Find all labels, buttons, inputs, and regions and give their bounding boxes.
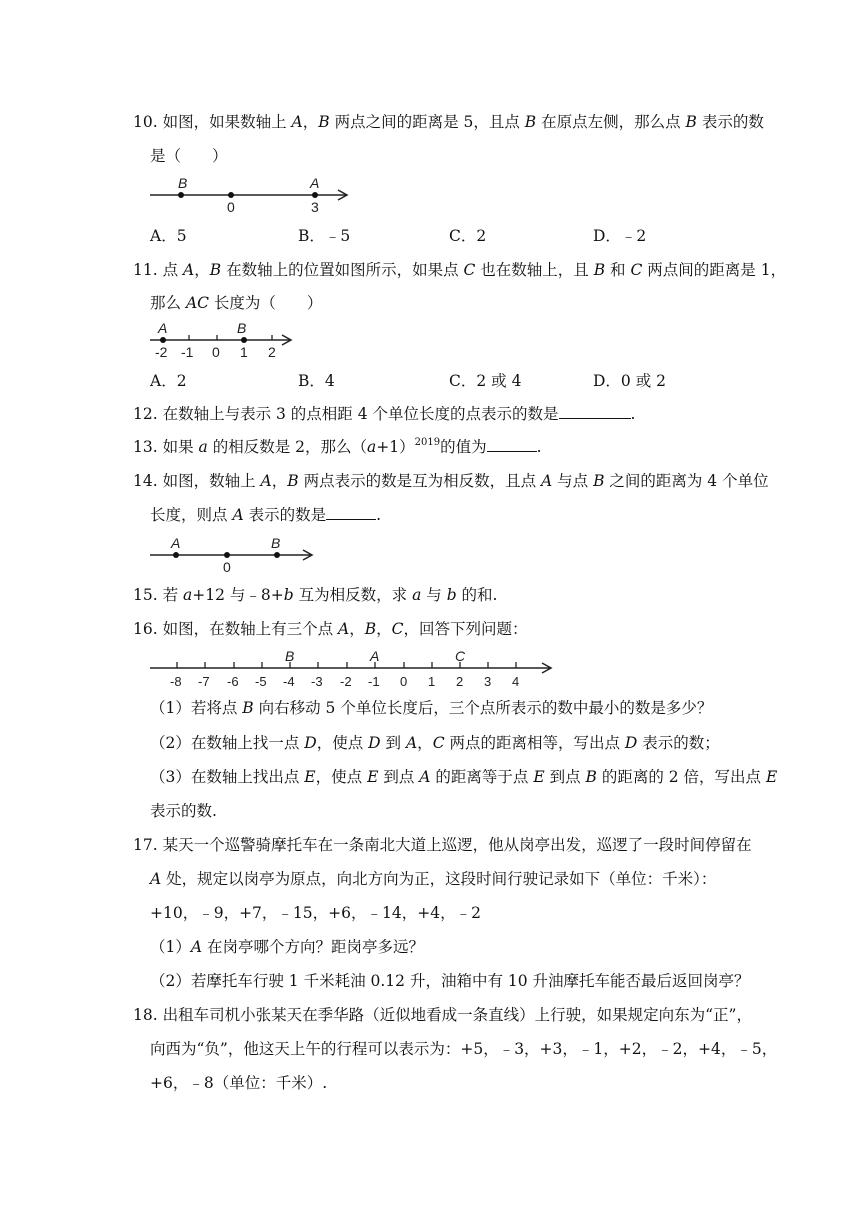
q16-sub3 [150, 767, 777, 787]
q10-text: ， [302, 113, 319, 131]
q11-text: 也在数轴上，且 [475, 261, 594, 279]
q10-text: 两点之间的距离是 5，且点 [329, 113, 525, 131]
q14-text: 长度，则点 [150, 506, 233, 524]
q16-text: ， [376, 620, 392, 638]
var-A: A [419, 768, 431, 786]
q17-sub2: （2）若摩托车行驶 1 千米耗油 0.12 升，油箱中有 10 升油摩托车能否最后返回岗亭？ [150, 972, 750, 990]
q16-number-line [148, 645, 558, 690]
point-label-B: B [271, 535, 281, 551]
q16-text: 表示的数； [637, 734, 720, 752]
var-D: D [368, 734, 381, 752]
q13-line [133, 437, 542, 457]
q10-text: 表示的数 [696, 113, 764, 131]
point-label-B: B [178, 175, 188, 191]
q17-sub1 [150, 937, 424, 957]
q17-line2 [150, 869, 716, 889]
q11-text: 和 [605, 261, 631, 279]
q11-text: 两点间的距离是 1， [642, 261, 787, 279]
var-a: a [198, 438, 208, 456]
point-label-B: B [237, 320, 247, 336]
q17-text: （1） [150, 938, 191, 956]
q11-text: 长度为（ ） [209, 294, 323, 312]
q11-option-d: D．0 或 2 [593, 372, 667, 390]
tick-label: 3 [484, 674, 492, 689]
var-A: A [190, 938, 203, 956]
answer-blank [326, 505, 376, 520]
q10-line1 [133, 112, 764, 132]
var-C: C [463, 261, 476, 279]
tick-label: -4 [283, 674, 295, 689]
point-label-A: A [158, 320, 168, 336]
var-B: B [242, 699, 254, 717]
tick-label: -2 [155, 344, 168, 360]
q17-line1 [133, 835, 752, 855]
var-E: E [765, 768, 778, 786]
q11-option-b: B．4 [298, 372, 335, 390]
q13-text: 的值为 [440, 438, 487, 456]
q18-line3: +6，﹣8（单位：千米）. [150, 1074, 328, 1092]
question-number: 17. [133, 836, 158, 854]
q15-text: 互为相反数，求 [293, 586, 413, 604]
q12-line [133, 404, 635, 424]
tick-label: 0 [400, 674, 408, 689]
var-B: B [685, 113, 697, 131]
tick-label: 2 [456, 674, 464, 689]
question-number: 18. [133, 1006, 158, 1024]
q16-text: 到点 [378, 768, 420, 786]
q15-text: +12 与﹣8+ [192, 586, 284, 604]
q12-text: . [630, 405, 636, 423]
q16-text: 如图，在数轴上有三个点 [162, 620, 339, 638]
answer-blank [559, 404, 631, 419]
q16-text: ，使点 [315, 768, 368, 786]
tick-label: -1 [181, 344, 194, 360]
question-number: 14. [133, 472, 158, 490]
q11-number-line [148, 320, 298, 360]
question-number: 10. [133, 113, 158, 131]
tick-label-0: 0 [223, 559, 231, 575]
tick-label: -7 [198, 674, 210, 689]
var-A: A [232, 506, 244, 524]
q17-text: 某天一个巡警骑摩托车在一条南北大道上巡逻，他从岗亭出发，巡逻了一段时间停留在 [162, 836, 752, 854]
q16-text: 向右移动 5 个单位长度后，三个点所表示的数中最小的数是多少？ [253, 699, 713, 717]
q16-sub3-cont: 表示的数. [150, 802, 217, 820]
tick-label-0: 0 [227, 199, 235, 215]
tick-label: -8 [170, 674, 182, 689]
var-B: B [593, 472, 605, 490]
q16-line1 [133, 619, 528, 639]
var-E: E [367, 768, 379, 786]
q14-text: 之间的距离为 4 个单位 [604, 472, 769, 490]
q14-line1 [133, 471, 769, 491]
point-label-C: C [455, 648, 466, 664]
var-AC: AC [185, 294, 209, 312]
q14-text: ， [271, 472, 288, 490]
tick-label: -2 [340, 674, 352, 689]
q14-text: 与点 [552, 472, 594, 490]
var-E: E [304, 768, 316, 786]
q16-text: ， [417, 734, 433, 752]
q16-sub2 [150, 733, 720, 753]
q13-text: 如果 [162, 438, 199, 456]
tick-label: 1 [240, 344, 248, 360]
q15-text: 若 [162, 586, 184, 604]
q16-text: （3）在数轴上找出点 [150, 768, 305, 786]
var-A: A [183, 261, 195, 279]
tick-label: 0 [212, 344, 220, 360]
var-D: D [624, 734, 638, 752]
tick-label: 4 [512, 674, 520, 689]
q14-number-line [148, 535, 323, 575]
var-C: C [391, 620, 404, 638]
q18-line1 [133, 1005, 752, 1025]
q17-text: 在岗亭哪个方向？距岗亭多远？ [202, 938, 425, 956]
var-a: a [412, 586, 422, 604]
q14-text: 如图，数轴上 [162, 472, 261, 490]
var-A: A [291, 113, 303, 131]
q15-text: 的和. [456, 586, 498, 604]
var-A: A [338, 620, 350, 638]
q10-option-c: C．2 [449, 227, 487, 245]
q11-text: 点 [162, 261, 184, 279]
q16-text: ，使点 [316, 734, 369, 752]
q16-sub1 [150, 698, 712, 718]
q11-text: 在数轴上的位置如图所示，如果点 [221, 261, 464, 279]
tick-label: -3 [311, 674, 323, 689]
q16-text: 的距离等于点 [430, 768, 534, 786]
var-C: C [432, 734, 445, 752]
answer-blank [487, 437, 537, 452]
question-number: 15. [133, 586, 158, 604]
var-B: B [287, 472, 299, 490]
q16-text: （2）在数轴上找一点 [150, 734, 305, 752]
tick-label: 2 [268, 344, 276, 360]
var-B: B [524, 113, 537, 131]
point-label-B: B [285, 648, 295, 664]
q11-line2 [150, 293, 322, 313]
q13-text: 的相反数是 2，那么（ [207, 438, 367, 456]
q16-text: （1）若将点 [150, 699, 243, 717]
tick-label: 1 [428, 674, 436, 689]
point-label-A: A [171, 535, 181, 551]
var-B: B [364, 620, 377, 638]
var-B: B [585, 768, 597, 786]
var-A: A [260, 472, 272, 490]
q16-text: 两点的距离相等，写出点 [444, 734, 625, 752]
var-B: B [593, 261, 606, 279]
tick-label: -6 [227, 674, 239, 689]
q10-text: 如图，如果数轴上 [162, 113, 292, 131]
q11-option-a: A．2 [150, 372, 187, 390]
q12-text: 在数轴上与表示 3 的点相距 4 个单位长度的点表示的数是 [162, 405, 559, 423]
var-A: A [541, 472, 553, 490]
var-A: A [405, 734, 418, 752]
q14-line2 [150, 505, 381, 525]
q14-text: 表示的数是 [243, 506, 327, 524]
q10-option-a: A．5 [150, 227, 187, 245]
q17-records: +10，﹣9，+7，﹣15，+6，﹣14，+4，﹣2 [150, 904, 481, 922]
var-a: a [367, 438, 377, 456]
var-A: A [150, 870, 162, 888]
question-number: 13. [133, 438, 158, 456]
q16-text: 的距离的 2 倍，写出点 [596, 768, 766, 786]
question-number: 12. [133, 405, 158, 423]
q14-text: 两点表示的数是互为相反数，且点 [298, 472, 541, 490]
q10-line2: 是（ ） [150, 147, 228, 165]
q16-text: ，回答下列问题： [403, 620, 528, 638]
q13-text: +1） [376, 438, 415, 456]
tick-label: -1 [368, 674, 380, 689]
var-B: B [209, 261, 222, 279]
point-label-A: A [310, 175, 320, 191]
question-number: 11. [133, 261, 158, 279]
q17-text: 处，规定以岗亭为原点，向北方向为正，这段时间行驶记录如下（单位：千米）： [161, 870, 717, 888]
tick-label-3: 3 [311, 199, 319, 215]
var-B: B [318, 113, 330, 131]
var-E: E [533, 768, 545, 786]
q11-text: 那么 [150, 294, 186, 312]
exponent: 2019 [414, 437, 441, 448]
q14-text: . [376, 506, 382, 524]
var-a: a [183, 586, 193, 604]
q13-text: . [536, 438, 542, 456]
var-D: D [304, 734, 317, 752]
question-number: 16. [133, 620, 158, 638]
q18-line2: 向西为“负”，他这天上午的行程可以表示为：+5，﹣3，+3，﹣1，+2，﹣2，+4，﹣5， [150, 1040, 778, 1058]
q18-text: 出租车司机小张某天在季华路（近似地看成一条直线）上行驶，如果规定向东为“正”， [162, 1006, 752, 1024]
q15-line [133, 585, 497, 605]
q16-text: 到 [380, 734, 406, 752]
q10-option-d: D．﹣2 [593, 227, 647, 245]
q15-text: 与 [421, 586, 447, 604]
q11-option-c: C．2 或 4 [449, 372, 522, 390]
var-b: b [446, 586, 457, 604]
q11-line1 [133, 260, 786, 280]
q10-number-line [148, 175, 358, 215]
q10-option-b: B．﹣5 [298, 227, 351, 245]
var-b: b [283, 586, 294, 604]
q16-text: ， [349, 620, 365, 638]
q16-text: 到点 [544, 768, 586, 786]
tick-label: -5 [255, 674, 267, 689]
var-C: C [630, 261, 643, 279]
point-label-A: A [370, 648, 380, 664]
q10-text: 在原点左侧，那么点 [536, 113, 686, 131]
q11-text: ， [194, 261, 210, 279]
